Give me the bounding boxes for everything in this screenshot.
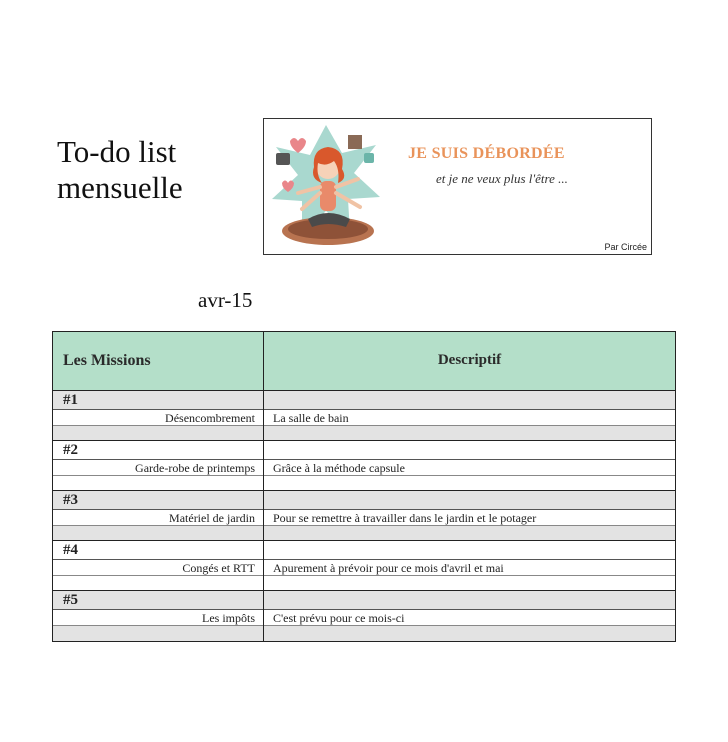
table-row — [53, 610, 675, 626]
table-row — [53, 510, 675, 526]
mission-name: Matériel de jardin — [169, 511, 255, 525]
mission-block-5 — [53, 591, 675, 641]
table-row — [53, 410, 675, 426]
mission-desc: La salle de bain — [273, 411, 349, 425]
banner-image — [263, 118, 652, 255]
banner-byline: Par Circée — [604, 242, 647, 252]
mission-desc: Grâce à la méthode capsule — [273, 461, 405, 475]
mission-block-3 — [53, 491, 675, 541]
mission-block-4 — [53, 541, 675, 591]
mission-number: #2 — [63, 442, 78, 458]
missions-table — [52, 331, 676, 642]
title-line-2: mensuelle — [57, 170, 183, 205]
table-row — [53, 560, 675, 576]
mission-block-1 — [53, 391, 675, 441]
table-row — [53, 460, 675, 476]
header-descriptif: Descriptif — [437, 352, 502, 368]
mission-desc: Apurement à prévoir pour ce mois d'avril et mai — [273, 561, 504, 575]
mission-number: #3 — [63, 492, 78, 508]
title-line-1: To-do list — [57, 134, 177, 169]
mission-name: Désencombrement — [165, 411, 255, 425]
mission-name: Les impôts — [202, 611, 255, 625]
mission-desc: C'est prévu pour ce mois-ci — [273, 611, 405, 625]
column-divider — [263, 332, 264, 641]
mission-number: #1 — [63, 392, 78, 408]
illustration-woman-icon — [268, 123, 388, 251]
table-header — [53, 332, 675, 391]
banner-headline: JE SUIS DÉBORDÉE — [408, 145, 565, 162]
mission-desc: Pour se remettre à travailler dans le jardin et le potager — [273, 511, 537, 525]
header-missions: Les Missions — [63, 352, 151, 369]
mission-name: Garde-robe de printemps — [135, 461, 255, 475]
banner-tagline: et je ne veux plus l'être ... — [436, 171, 568, 186]
mission-block-2 — [53, 441, 675, 491]
mission-number: #4 — [63, 542, 78, 558]
mission-name: Congés et RTT — [182, 561, 255, 575]
month-date: avr-15 — [198, 288, 253, 312]
page-title — [57, 134, 183, 206]
mission-number: #5 — [63, 592, 78, 608]
